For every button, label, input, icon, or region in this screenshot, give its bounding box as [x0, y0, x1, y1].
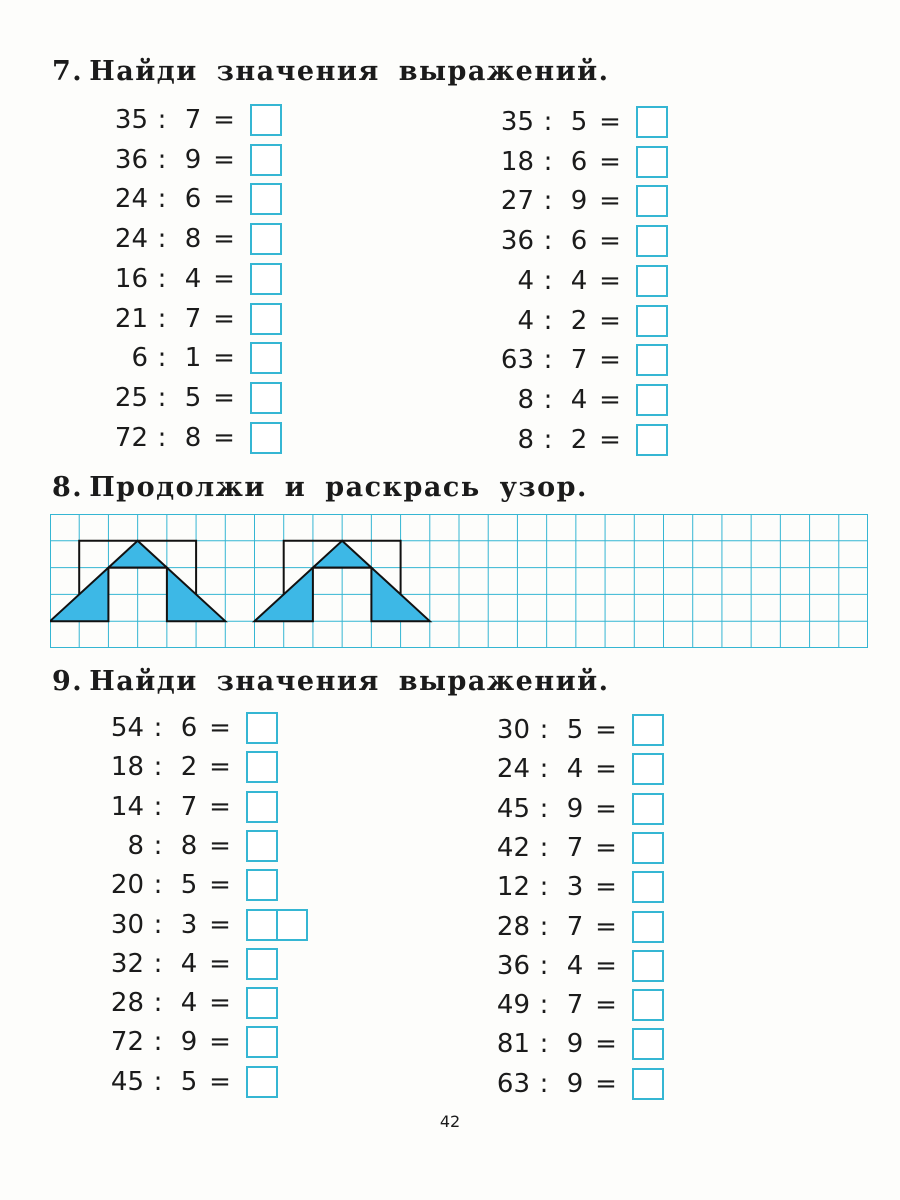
task-7-title-text: Найди значения выражений. — [89, 56, 610, 87]
answer-box[interactable] — [636, 106, 666, 138]
answer-cell[interactable] — [632, 989, 664, 1021]
division-sign: : — [539, 793, 549, 824]
dividend: 63 — [496, 1068, 530, 1099]
answer-cell[interactable] — [246, 909, 278, 941]
divisor: 9 — [570, 186, 588, 217]
pattern-grid[interactable] — [50, 514, 868, 648]
answer-box[interactable] — [250, 342, 280, 374]
answer-cell[interactable] — [250, 183, 282, 215]
divisor: 8 — [184, 224, 202, 255]
answer-cell[interactable] — [246, 751, 278, 783]
divisor: 7 — [570, 345, 588, 376]
equals-sign: = — [209, 830, 231, 861]
equals-sign: = — [595, 1029, 617, 1060]
equals-sign: = — [209, 909, 231, 940]
equals-sign: = — [213, 343, 235, 374]
answer-cell[interactable] — [250, 382, 282, 414]
dividend: 18 — [500, 146, 534, 177]
equals-sign: = — [599, 345, 621, 376]
answer-box[interactable] — [250, 303, 280, 335]
divisor: 4 — [180, 948, 198, 979]
divisor: 5 — [570, 107, 588, 137]
equals-sign: = — [209, 1066, 231, 1097]
dividend: 27 — [500, 186, 534, 217]
dividend: 49 — [496, 990, 530, 1021]
equals-sign: = — [595, 911, 617, 942]
dividend: 45 — [110, 1066, 144, 1097]
division-sign: : — [543, 186, 553, 217]
dividend: 8 — [517, 424, 534, 455]
divisor: 7 — [566, 911, 584, 942]
equals-sign: = — [599, 107, 621, 137]
divisor: 6 — [180, 713, 198, 743]
answer-cell[interactable] — [276, 909, 308, 941]
answer-cell[interactable] — [250, 104, 282, 136]
division-sign: : — [157, 105, 167, 135]
division-sign: : — [153, 909, 163, 940]
dividend: 30 — [110, 909, 144, 940]
division-sign: : — [539, 911, 549, 942]
dividend: 14 — [110, 791, 144, 822]
division-sign: : — [539, 754, 549, 785]
dividend: 28 — [496, 911, 530, 942]
division-sign: : — [157, 422, 167, 453]
answer-cell[interactable] — [246, 1066, 278, 1098]
answer-cell[interactable] — [636, 424, 668, 456]
dividend: 42 — [496, 832, 530, 863]
answer-box[interactable] — [632, 911, 662, 943]
division-sign: : — [153, 713, 163, 743]
answer-cell[interactable] — [246, 712, 278, 744]
dividend: 4 — [517, 265, 534, 296]
dividend: 18 — [110, 752, 144, 783]
answer-box[interactable] — [632, 950, 662, 982]
divisor: 5 — [566, 715, 584, 745]
answer-box[interactable] — [250, 183, 280, 215]
pattern-triangle-top — [108, 541, 166, 568]
answer-cell[interactable] — [632, 793, 664, 825]
answer-box[interactable] — [632, 989, 662, 1021]
division-sign: : — [539, 872, 549, 903]
divisor: 7 — [184, 105, 202, 135]
divisor: 9 — [566, 793, 584, 824]
answer-cell[interactable] — [636, 384, 668, 416]
equals-sign: = — [213, 382, 235, 413]
division-sign: : — [157, 184, 167, 215]
division-sign: : — [153, 988, 163, 1019]
equals-sign: = — [595, 1068, 617, 1099]
divisor: 1 — [184, 343, 202, 374]
answer-cell[interactable] — [246, 948, 278, 980]
division-sign: : — [157, 303, 167, 334]
division-sign: : — [153, 870, 163, 901]
dividend: 24 — [114, 184, 148, 215]
dividend: 8 — [127, 830, 144, 861]
dividend: 20 — [110, 870, 144, 901]
answer-cell[interactable] — [636, 225, 668, 257]
division-sign: : — [157, 263, 167, 294]
task-7-title — [52, 56, 610, 87]
answer-cell[interactable] — [250, 422, 282, 454]
equals-sign: = — [213, 184, 235, 215]
equals-sign: = — [595, 793, 617, 824]
answer-cell[interactable] — [246, 1026, 278, 1058]
answer-cell[interactable] — [632, 871, 664, 903]
dividend: 36 — [496, 950, 530, 981]
answer-cell[interactable] — [636, 265, 668, 297]
answer-box[interactable] — [632, 832, 662, 864]
answer-cell[interactable] — [636, 106, 668, 138]
equals-sign: = — [599, 384, 621, 415]
equals-sign: = — [595, 872, 617, 903]
answer-box[interactable] — [636, 225, 666, 257]
answer-cell[interactable] — [632, 1028, 664, 1060]
task-8-number: 8. — [52, 472, 84, 503]
answer-box[interactable] — [250, 104, 280, 136]
division-sign: : — [539, 950, 549, 981]
divisor: 7 — [566, 990, 584, 1021]
answer-box[interactable] — [246, 948, 276, 980]
answer-box[interactable] — [246, 1066, 276, 1098]
division-sign: : — [153, 948, 163, 979]
answer-cell[interactable] — [636, 305, 668, 337]
task-7-number: 7. — [52, 56, 84, 87]
divisor: 6 — [570, 226, 588, 257]
divisor: 4 — [566, 754, 584, 785]
equals-sign: = — [209, 791, 231, 822]
equals-sign: = — [213, 224, 235, 255]
divisor: 4 — [184, 263, 202, 294]
answer-cell[interactable] — [632, 950, 664, 982]
answer-cell[interactable] — [250, 263, 282, 295]
answer-box[interactable] — [246, 791, 276, 823]
answer-cell[interactable] — [632, 832, 664, 864]
divisor: 7 — [184, 303, 202, 334]
answer-box[interactable] — [246, 712, 276, 744]
answer-box[interactable] — [246, 830, 276, 862]
divisor: 2 — [570, 424, 588, 455]
equals-sign: = — [209, 948, 231, 979]
dividend: 72 — [110, 1027, 144, 1058]
task-9-title — [52, 666, 610, 697]
answer-box[interactable] — [636, 265, 666, 297]
answer-cell[interactable] — [246, 830, 278, 862]
answer-cell[interactable] — [246, 791, 278, 823]
answer-cell[interactable] — [250, 144, 282, 176]
equals-sign: = — [209, 752, 231, 783]
answer-cell[interactable] — [246, 987, 278, 1019]
answer-cell[interactable] — [636, 146, 668, 178]
equals-sign: = — [595, 754, 617, 785]
dividend: 16 — [114, 263, 148, 294]
answer-box[interactable] — [246, 1026, 276, 1058]
equals-sign: = — [213, 263, 235, 294]
page-number: 42 — [439, 1112, 461, 1131]
division-sign: : — [539, 715, 549, 745]
division-sign: : — [153, 1027, 163, 1058]
answer-cell[interactable] — [632, 714, 664, 746]
division-sign: : — [539, 1029, 549, 1060]
answer-box[interactable] — [636, 384, 666, 416]
answer-cell[interactable] — [250, 342, 282, 374]
divisor: 3 — [180, 909, 198, 940]
dividend: 4 — [517, 305, 534, 336]
answer-box[interactable] — [632, 1028, 662, 1060]
equals-sign: = — [595, 990, 617, 1021]
division-sign: : — [543, 305, 553, 336]
equals-sign: = — [209, 988, 231, 1019]
divisor: 4 — [180, 988, 198, 1019]
answer-box[interactable] — [632, 753, 662, 785]
dividend: 36 — [500, 226, 534, 257]
dividend: 45 — [496, 793, 530, 824]
equals-sign: = — [599, 146, 621, 177]
division-sign: : — [157, 382, 167, 413]
divisor: 9 — [184, 144, 202, 175]
divisor: 7 — [566, 832, 584, 863]
divisor: 2 — [570, 305, 588, 336]
dividend: 32 — [110, 948, 144, 979]
divisor: 2 — [180, 752, 198, 783]
division-sign: : — [543, 265, 553, 296]
task-8-title — [52, 472, 588, 503]
answer-box[interactable] — [632, 1068, 662, 1100]
dividend: 28 — [110, 988, 144, 1019]
division-sign: : — [539, 1068, 549, 1099]
answer-box[interactable] — [246, 751, 276, 783]
answer-box[interactable] — [636, 305, 666, 337]
dividend: 6 — [131, 343, 148, 374]
task-8-title-text: Продолжи и раскрась узор. — [89, 472, 588, 503]
answer-cell[interactable] — [632, 753, 664, 785]
divisor: 4 — [566, 950, 584, 981]
equals-sign: = — [599, 424, 621, 455]
answer-box[interactable] — [250, 144, 280, 176]
answer-box[interactable] — [632, 871, 662, 903]
answer-box[interactable] — [250, 422, 280, 454]
answer-cell[interactable] — [636, 185, 668, 217]
dividend: 54 — [110, 713, 144, 743]
divisor: 9 — [566, 1068, 584, 1099]
division-sign: : — [153, 752, 163, 783]
division-sign: : — [543, 107, 553, 137]
answer-cell[interactable] — [636, 344, 668, 376]
answer-cell[interactable] — [250, 223, 282, 255]
equals-sign: = — [213, 105, 235, 135]
divisor: 9 — [180, 1027, 198, 1058]
task-9-number: 9. — [52, 666, 84, 697]
answer-box[interactable] — [246, 909, 306, 941]
answer-cell[interactable] — [632, 1068, 664, 1100]
divisor: 9 — [566, 1029, 584, 1060]
dividend: 24 — [496, 754, 530, 785]
division-sign: : — [543, 424, 553, 455]
equals-sign: = — [209, 713, 231, 743]
equals-sign: = — [209, 1027, 231, 1058]
equals-sign: = — [213, 144, 235, 175]
answer-box[interactable] — [636, 424, 666, 456]
answer-box[interactable] — [250, 263, 280, 295]
equals-sign: = — [213, 422, 235, 453]
equals-sign: = — [213, 303, 235, 334]
dividend: 63 — [500, 345, 534, 376]
dividend: 35 — [114, 105, 148, 135]
division-sign: : — [539, 990, 549, 1021]
answer-cell[interactable] — [250, 303, 282, 335]
dividend: 24 — [114, 224, 148, 255]
answer-box[interactable] — [632, 714, 662, 746]
answer-cell[interactable] — [632, 911, 664, 943]
equals-sign: = — [595, 950, 617, 981]
divisor: 4 — [570, 265, 588, 296]
dividend: 21 — [114, 303, 148, 334]
divisor: 8 — [180, 830, 198, 861]
division-sign: : — [157, 144, 167, 175]
task-9-title-text: Найди значения выражений. — [89, 666, 610, 697]
divisor: 5 — [180, 870, 198, 901]
divisor: 6 — [184, 184, 202, 215]
dividend: 35 — [500, 107, 534, 137]
division-sign: : — [157, 224, 167, 255]
answer-box[interactable] — [636, 344, 666, 376]
equals-sign: = — [209, 870, 231, 901]
division-sign: : — [543, 146, 553, 177]
answer-box[interactable] — [246, 869, 276, 901]
equals-sign: = — [599, 265, 621, 296]
division-sign: : — [153, 1066, 163, 1097]
division-sign: : — [543, 226, 553, 257]
dividend: 12 — [496, 872, 530, 903]
dividend: 30 — [496, 715, 530, 745]
equals-sign: = — [599, 226, 621, 257]
divisor: 3 — [566, 872, 584, 903]
answer-box[interactable] — [636, 185, 666, 217]
divisor: 5 — [180, 1066, 198, 1097]
division-sign: : — [157, 343, 167, 374]
answer-cell[interactable] — [246, 869, 278, 901]
division-sign: : — [543, 345, 553, 376]
divisor: 5 — [184, 382, 202, 413]
divisor: 7 — [180, 791, 198, 822]
answer-box[interactable] — [632, 793, 662, 825]
answer-box[interactable] — [636, 146, 666, 178]
division-sign: : — [153, 791, 163, 822]
divisor: 6 — [570, 146, 588, 177]
pattern-triangle-top — [313, 541, 372, 568]
answer-box[interactable] — [246, 987, 276, 1019]
divisor: 8 — [184, 422, 202, 453]
dividend: 25 — [114, 382, 148, 413]
division-sign: : — [543, 384, 553, 415]
dividend: 8 — [517, 384, 534, 415]
equals-sign: = — [595, 832, 617, 863]
equals-sign: = — [595, 715, 617, 745]
division-sign: : — [153, 830, 163, 861]
answer-box[interactable] — [250, 223, 280, 255]
dividend: 81 — [496, 1029, 530, 1060]
dividend: 36 — [114, 144, 148, 175]
equals-sign: = — [599, 186, 621, 217]
divisor: 4 — [570, 384, 588, 415]
dividend: 72 — [114, 422, 148, 453]
division-sign: : — [539, 832, 549, 863]
equals-sign: = — [599, 305, 621, 336]
answer-box[interactable] — [250, 382, 280, 414]
